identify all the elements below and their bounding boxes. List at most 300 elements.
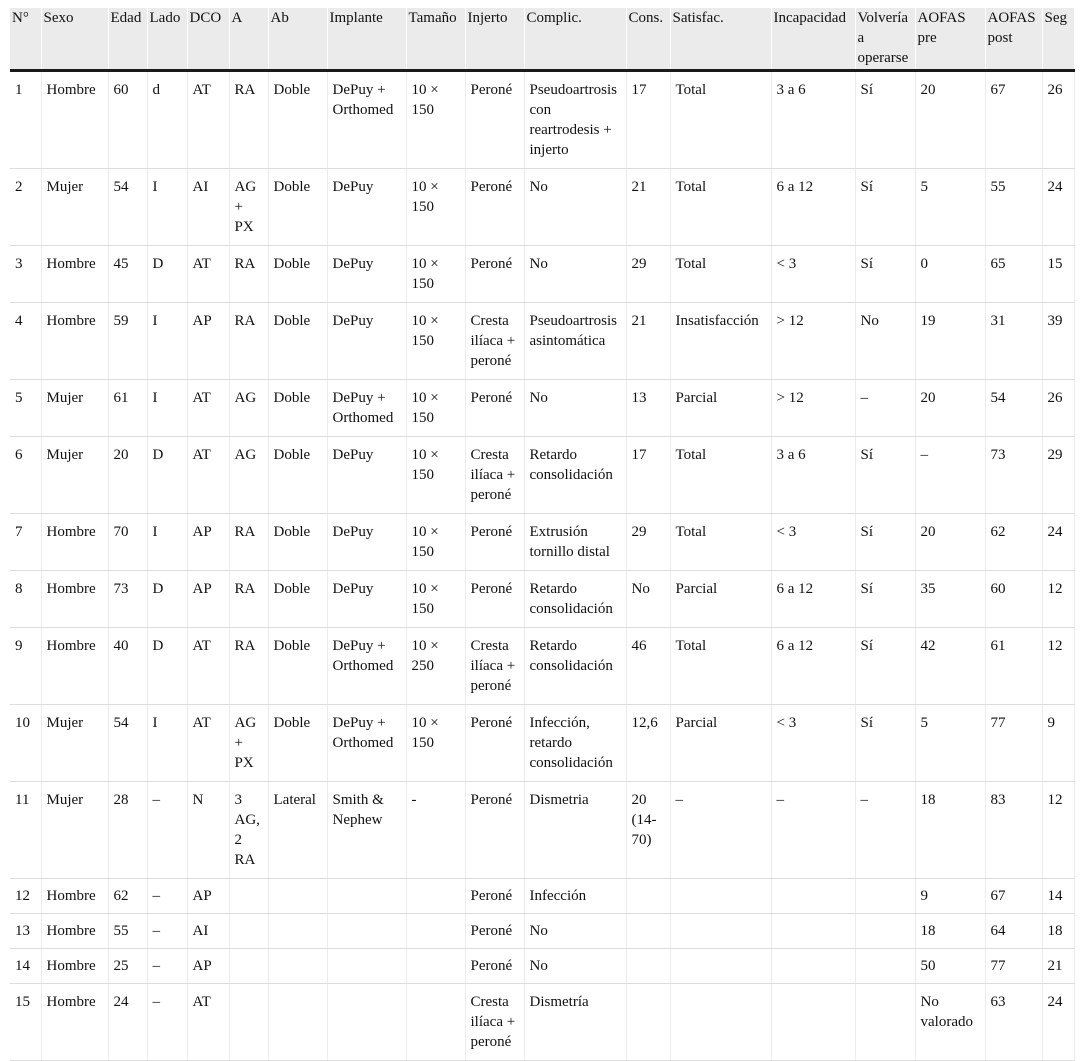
cell-seg: 12	[1042, 782, 1074, 879]
cell-a	[229, 879, 268, 914]
cell-complic: Pseudoartrosis con reartrodesis + injerto	[524, 71, 626, 169]
cell-volveria: –	[855, 782, 915, 879]
cell-aofas-post: 55	[985, 169, 1042, 246]
cell-sexo: Hombre	[41, 628, 108, 705]
cell-volveria: Sí	[855, 437, 915, 514]
cell-edad: 20	[108, 437, 147, 514]
cell-implante	[327, 879, 406, 914]
cell-dco: AI	[187, 169, 229, 246]
cell-ab	[268, 879, 327, 914]
cell-incapacidad: > 12	[771, 303, 855, 380]
cell-num: 4	[10, 303, 41, 380]
cell-incapacidad: < 3	[771, 514, 855, 571]
cell-sexo: Hombre	[41, 246, 108, 303]
cell-ab: Lateral	[268, 782, 327, 879]
cell-seg: 12	[1042, 628, 1074, 705]
cell-sexo: Hombre	[41, 879, 108, 914]
cell-edad: 70	[108, 514, 147, 571]
cell-num: 5	[10, 380, 41, 437]
cell-aofas-post: 67	[985, 879, 1042, 914]
col-header-satisfac: Satisfac.	[670, 8, 771, 71]
cell-aofas-pre: –	[915, 437, 985, 514]
cell-num: 13	[10, 914, 41, 949]
cell-volveria	[855, 949, 915, 984]
cell-incapacidad: 6 a 12	[771, 571, 855, 628]
cell-seg: 26	[1042, 71, 1074, 169]
table-row	[10, 984, 1074, 1061]
cell-cons: 17	[626, 71, 670, 169]
cell-ab: Doble	[268, 246, 327, 303]
cell-a: AG + PX	[229, 705, 268, 782]
table-row	[10, 71, 1074, 169]
cell-injerto: Cresta ilíaca + peroné	[465, 984, 524, 1061]
cell-dco: AI	[187, 914, 229, 949]
cell-sexo: Mujer	[41, 169, 108, 246]
cell-a	[229, 914, 268, 949]
cell-a: RA	[229, 71, 268, 169]
col-header-sexo: Sexo	[41, 8, 108, 71]
cell-implante: DePuy	[327, 246, 406, 303]
cell-tamano: 10 × 150	[406, 571, 465, 628]
cell-a: AG	[229, 437, 268, 514]
cell-sexo: Mujer	[41, 705, 108, 782]
cell-incapacidad	[771, 914, 855, 949]
cell-num: 3	[10, 246, 41, 303]
cell-incapacidad: < 3	[771, 705, 855, 782]
cell-cons: 12,6	[626, 705, 670, 782]
cell-edad: 54	[108, 169, 147, 246]
cell-tamano: 10 × 150	[406, 380, 465, 437]
cell-seg: 39	[1042, 303, 1074, 380]
header-row	[10, 8, 1074, 71]
cell-cons: 46	[626, 628, 670, 705]
cell-lado: I	[147, 380, 187, 437]
cell-satisfac: Total	[670, 514, 771, 571]
table-container	[10, 8, 1074, 1061]
cell-implante: DePuy	[327, 169, 406, 246]
cell-complic: Retardo consolidación	[524, 571, 626, 628]
cell-edad: 61	[108, 380, 147, 437]
cell-implante: DePuy	[327, 303, 406, 380]
cell-cons: 29	[626, 246, 670, 303]
cell-injerto: Peroné	[465, 514, 524, 571]
cell-incapacidad: > 12	[771, 380, 855, 437]
cell-aofas-post: 65	[985, 246, 1042, 303]
cell-edad: 60	[108, 71, 147, 169]
cell-implante: DePuy	[327, 571, 406, 628]
cell-edad: 73	[108, 571, 147, 628]
cell-dco: AP	[187, 514, 229, 571]
cell-lado: D	[147, 437, 187, 514]
cell-satisfac: Parcial	[670, 571, 771, 628]
table-row	[10, 705, 1074, 782]
table-row	[10, 380, 1074, 437]
cell-tamano: 10 × 150	[406, 437, 465, 514]
cell-seg: 21	[1042, 949, 1074, 984]
cell-dco: AT	[187, 246, 229, 303]
cell-a: AG + PX	[229, 169, 268, 246]
cell-seg: 24	[1042, 169, 1074, 246]
cell-lado: D	[147, 246, 187, 303]
table-row	[10, 303, 1074, 380]
cell-incapacidad	[771, 984, 855, 1061]
patients-table	[10, 8, 1075, 1061]
cell-lado: I	[147, 303, 187, 380]
cell-num: 8	[10, 571, 41, 628]
cell-cons: 21	[626, 303, 670, 380]
cell-tamano: 10 × 150	[406, 71, 465, 169]
cell-cons	[626, 914, 670, 949]
cell-aofas-pre: 5	[915, 705, 985, 782]
cell-sexo: Hombre	[41, 984, 108, 1061]
cell-tamano: 10 × 150	[406, 514, 465, 571]
cell-cons	[626, 879, 670, 914]
cell-tamano	[406, 914, 465, 949]
cell-aofas-post: 54	[985, 380, 1042, 437]
cell-dco: AP	[187, 303, 229, 380]
cell-ab: Doble	[268, 169, 327, 246]
cell-ab: Doble	[268, 71, 327, 169]
cell-aofas-pre: No valorado	[915, 984, 985, 1061]
cell-tamano: 10 × 150	[406, 303, 465, 380]
cell-injerto: Peroné	[465, 169, 524, 246]
cell-implante	[327, 914, 406, 949]
cell-dco: AP	[187, 571, 229, 628]
cell-seg: 24	[1042, 514, 1074, 571]
cell-complic: No	[524, 169, 626, 246]
cell-implante: DePuy + Orthomed	[327, 628, 406, 705]
cell-lado: D	[147, 571, 187, 628]
cell-complic: Infección	[524, 879, 626, 914]
cell-a: 3 AG, 2 RA	[229, 782, 268, 879]
cell-satisfac: Total	[670, 71, 771, 169]
cell-edad: 28	[108, 782, 147, 879]
cell-lado: I	[147, 514, 187, 571]
cell-lado: d	[147, 71, 187, 169]
cell-aofas-post: 61	[985, 628, 1042, 705]
cell-num: 7	[10, 514, 41, 571]
cell-injerto: Cresta ilíaca + peroné	[465, 303, 524, 380]
cell-a: AG	[229, 380, 268, 437]
cell-lado: –	[147, 914, 187, 949]
cell-complic: Dismetria	[524, 782, 626, 879]
cell-edad: 54	[108, 705, 147, 782]
cell-dco: N	[187, 782, 229, 879]
cell-injerto: Peroné	[465, 246, 524, 303]
table-row	[10, 782, 1074, 879]
cell-dco: AT	[187, 628, 229, 705]
col-header-ab: Ab	[268, 8, 327, 71]
cell-aofas-post: 83	[985, 782, 1042, 879]
cell-aofas-pre: 42	[915, 628, 985, 705]
cell-injerto: Cresta ilíaca + peroné	[465, 437, 524, 514]
cell-cons: 20 (14-70)	[626, 782, 670, 879]
cell-sexo: Hombre	[41, 514, 108, 571]
cell-complic: Extrusión tornillo distal	[524, 514, 626, 571]
cell-volveria	[855, 914, 915, 949]
cell-sexo: Hombre	[41, 71, 108, 169]
table-row	[10, 246, 1074, 303]
col-header-cons: Cons.	[626, 8, 670, 71]
cell-dco: AT	[187, 380, 229, 437]
cell-lado: –	[147, 782, 187, 879]
cell-ab: Doble	[268, 705, 327, 782]
cell-edad: 62	[108, 879, 147, 914]
cell-ab: Doble	[268, 571, 327, 628]
cell-implante	[327, 949, 406, 984]
cell-incapacidad	[771, 949, 855, 984]
cell-satisfac: Total	[670, 628, 771, 705]
cell-a: RA	[229, 571, 268, 628]
cell-volveria: –	[855, 380, 915, 437]
cell-implante: Smith & Nephew	[327, 782, 406, 879]
cell-volveria: Sí	[855, 571, 915, 628]
cell-injerto: Peroné	[465, 705, 524, 782]
cell-tamano	[406, 879, 465, 914]
cell-num: 11	[10, 782, 41, 879]
cell-ab: Doble	[268, 437, 327, 514]
cell-num: 2	[10, 169, 41, 246]
cell-incapacidad: 6 a 12	[771, 169, 855, 246]
cell-aofas-pre: 18	[915, 782, 985, 879]
cell-lado: –	[147, 984, 187, 1061]
cell-num: 9	[10, 628, 41, 705]
cell-ab	[268, 949, 327, 984]
cell-implante: DePuy + Orthomed	[327, 71, 406, 169]
cell-sexo: Mujer	[41, 437, 108, 514]
cell-dco: AT	[187, 705, 229, 782]
cell-seg: 9	[1042, 705, 1074, 782]
cell-ab: Doble	[268, 303, 327, 380]
cell-incapacidad: < 3	[771, 246, 855, 303]
cell-incapacidad: 6 a 12	[771, 628, 855, 705]
cell-cons: No	[626, 571, 670, 628]
cell-complic: No	[524, 949, 626, 984]
cell-a: RA	[229, 303, 268, 380]
col-header-implante: Implante	[327, 8, 406, 71]
cell-incapacidad: 3 a 6	[771, 71, 855, 169]
col-header-injerto: Injerto	[465, 8, 524, 71]
cell-implante	[327, 984, 406, 1061]
cell-aofas-post: 63	[985, 984, 1042, 1061]
cell-sexo: Mujer	[41, 782, 108, 879]
cell-num: 15	[10, 984, 41, 1061]
cell-aofas-post: 77	[985, 949, 1042, 984]
cell-satisfac: Total	[670, 246, 771, 303]
cell-dco: AP	[187, 949, 229, 984]
table-row	[10, 437, 1074, 514]
cell-seg: 24	[1042, 984, 1074, 1061]
cell-complic: No	[524, 246, 626, 303]
col-header-volveria: Volvería a operarse	[855, 8, 915, 71]
cell-implante: DePuy	[327, 514, 406, 571]
cell-complic: Infección, retardo consolidación	[524, 705, 626, 782]
cell-tamano: -	[406, 782, 465, 879]
col-header-complic: Complic.	[524, 8, 626, 71]
cell-injerto: Peroné	[465, 914, 524, 949]
cell-dco: AT	[187, 437, 229, 514]
cell-dco: AP	[187, 879, 229, 914]
cell-tamano	[406, 984, 465, 1061]
cell-lado: I	[147, 705, 187, 782]
table-row	[10, 914, 1074, 949]
cell-aofas-pre: 20	[915, 514, 985, 571]
cell-lado: D	[147, 628, 187, 705]
cell-injerto: Peroné	[465, 879, 524, 914]
cell-aofas-pre: 35	[915, 571, 985, 628]
cell-cons: 29	[626, 514, 670, 571]
cell-tamano: 10 × 150	[406, 169, 465, 246]
col-header-num: N°	[10, 8, 41, 71]
cell-lado: –	[147, 879, 187, 914]
cell-tamano	[406, 949, 465, 984]
cell-satisfac: –	[670, 782, 771, 879]
cell-complic: Dismetría	[524, 984, 626, 1061]
cell-volveria: No	[855, 303, 915, 380]
cell-implante: DePuy	[327, 437, 406, 514]
cell-complic: No	[524, 914, 626, 949]
cell-cons	[626, 984, 670, 1061]
cell-injerto: Cresta ilíaca + peroné	[465, 628, 524, 705]
cell-lado: I	[147, 169, 187, 246]
table-row	[10, 879, 1074, 914]
table-header	[10, 8, 1074, 71]
cell-injerto: Peroné	[465, 949, 524, 984]
cell-complic: Pseudoartrosis asintomática	[524, 303, 626, 380]
cell-sexo: Hombre	[41, 571, 108, 628]
cell-complic: Retardo consolidación	[524, 628, 626, 705]
cell-cons: 17	[626, 437, 670, 514]
cell-volveria: Sí	[855, 514, 915, 571]
col-header-a: A	[229, 8, 268, 71]
col-header-dco: DCO	[187, 8, 229, 71]
cell-aofas-pre: 5	[915, 169, 985, 246]
cell-volveria	[855, 879, 915, 914]
cell-cons: 21	[626, 169, 670, 246]
cell-volveria: Sí	[855, 705, 915, 782]
cell-sexo: Mujer	[41, 380, 108, 437]
cell-aofas-post: 73	[985, 437, 1042, 514]
cell-volveria: Sí	[855, 169, 915, 246]
cell-volveria: Sí	[855, 628, 915, 705]
cell-seg: 15	[1042, 246, 1074, 303]
cell-injerto: Peroné	[465, 571, 524, 628]
cell-satisfac	[670, 984, 771, 1061]
cell-complic: No	[524, 380, 626, 437]
cell-implante: DePuy + Orthomed	[327, 705, 406, 782]
cell-a: RA	[229, 628, 268, 705]
cell-edad: 45	[108, 246, 147, 303]
cell-tamano: 10 × 150	[406, 246, 465, 303]
cell-sexo: Hombre	[41, 303, 108, 380]
cell-ab	[268, 984, 327, 1061]
cell-injerto: Peroné	[465, 71, 524, 169]
cell-a	[229, 949, 268, 984]
cell-aofas-post: 77	[985, 705, 1042, 782]
cell-satisfac: Parcial	[670, 705, 771, 782]
cell-edad: 25	[108, 949, 147, 984]
cell-seg: 12	[1042, 571, 1074, 628]
cell-incapacidad: –	[771, 782, 855, 879]
table-body	[10, 71, 1074, 1061]
cell-implante: DePuy + Orthomed	[327, 380, 406, 437]
cell-satisfac	[670, 879, 771, 914]
cell-edad: 40	[108, 628, 147, 705]
cell-satisfac: Insatisfacción	[670, 303, 771, 380]
cell-satisfac	[670, 949, 771, 984]
cell-volveria	[855, 984, 915, 1061]
cell-complic: Retardo consolidación	[524, 437, 626, 514]
cell-num: 14	[10, 949, 41, 984]
cell-satisfac: Total	[670, 437, 771, 514]
cell-seg: 18	[1042, 914, 1074, 949]
cell-aofas-pre: 20	[915, 71, 985, 169]
cell-num: 6	[10, 437, 41, 514]
cell-num: 12	[10, 879, 41, 914]
col-header-tamano: Tamaño	[406, 8, 465, 71]
cell-ab: Doble	[268, 380, 327, 437]
cell-ab	[268, 914, 327, 949]
table-row	[10, 949, 1074, 984]
cell-aofas-pre: 19	[915, 303, 985, 380]
cell-seg: 29	[1042, 437, 1074, 514]
cell-sexo: Hombre	[41, 914, 108, 949]
table-row	[10, 514, 1074, 571]
cell-ab: Doble	[268, 628, 327, 705]
cell-volveria: Sí	[855, 71, 915, 169]
cell-incapacidad	[771, 879, 855, 914]
col-header-seg: Seg	[1042, 8, 1074, 71]
cell-cons: 13	[626, 380, 670, 437]
col-header-aofas-post: AOFAS post	[985, 8, 1042, 71]
cell-a	[229, 984, 268, 1061]
cell-dco: AT	[187, 71, 229, 169]
cell-injerto: Peroné	[465, 782, 524, 879]
cell-aofas-pre: 20	[915, 380, 985, 437]
cell-sexo: Hombre	[41, 949, 108, 984]
cell-satisfac	[670, 914, 771, 949]
cell-injerto: Peroné	[465, 380, 524, 437]
cell-seg: 26	[1042, 380, 1074, 437]
cell-num: 10	[10, 705, 41, 782]
cell-aofas-pre: 0	[915, 246, 985, 303]
cell-edad: 59	[108, 303, 147, 380]
col-header-aofas-pre: AOFAS pre	[915, 8, 985, 71]
col-header-incapacidad: Incapacidad	[771, 8, 855, 71]
cell-tamano: 10 × 150	[406, 705, 465, 782]
cell-edad: 55	[108, 914, 147, 949]
cell-satisfac: Total	[670, 169, 771, 246]
table-row	[10, 628, 1074, 705]
cell-edad: 24	[108, 984, 147, 1061]
col-header-lado: Lado	[147, 8, 187, 71]
table-row	[10, 169, 1074, 246]
cell-num: 1	[10, 71, 41, 169]
cell-aofas-pre: 50	[915, 949, 985, 984]
cell-seg: 14	[1042, 879, 1074, 914]
cell-dco: AT	[187, 984, 229, 1061]
col-header-edad: Edad	[108, 8, 147, 71]
cell-incapacidad: 3 a 6	[771, 437, 855, 514]
cell-aofas-post: 60	[985, 571, 1042, 628]
cell-satisfac: Parcial	[670, 380, 771, 437]
cell-tamano: 10 × 250	[406, 628, 465, 705]
cell-aofas-post: 64	[985, 914, 1042, 949]
cell-aofas-post: 67	[985, 71, 1042, 169]
table-row	[10, 571, 1074, 628]
cell-ab: Doble	[268, 514, 327, 571]
cell-aofas-post: 62	[985, 514, 1042, 571]
